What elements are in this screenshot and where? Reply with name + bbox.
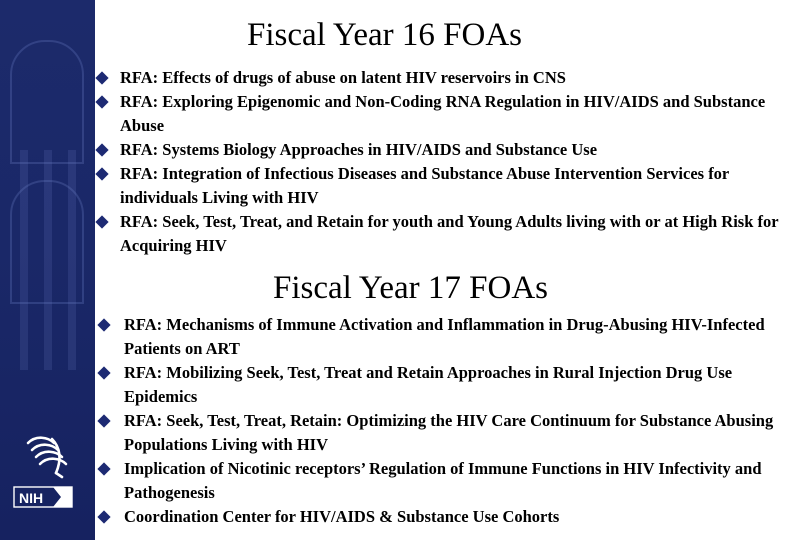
list-item-text: RFA: Systems Biology Approaches in HIV/AIDS and Substance Use (120, 140, 598, 159)
list-item-text: RFA: Seek, Test, Treat, and Retain for youth and Young Adults living with or at High Risk for Acquiring HIV (120, 212, 779, 255)
decorative-column (20, 150, 28, 370)
diamond-bullet-icon (97, 462, 110, 475)
list-item (96, 138, 796, 162)
list-item-text: RFA: Seek, Test, Treat, Retain: Optimizing the HIV Care Continuum for Substance Abusing Populations Living with HIV (124, 411, 774, 454)
list-item-text: RFA: Mobilizing Seek, Test, Treat and Retain Approaches in Rural Injection Drug Use Epidemics (124, 363, 733, 406)
diamond-bullet-icon (95, 143, 108, 156)
diamond-bullet-icon (95, 167, 108, 180)
list-item-text: Coordination Center for HIV/AIDS & Substance Use Cohorts (124, 507, 560, 526)
nih-logo-text: NIH (19, 490, 44, 506)
list-item (98, 409, 798, 457)
diamond-bullet-icon (97, 366, 110, 379)
diamond-bullet-icon (97, 414, 110, 427)
list-item (98, 505, 798, 529)
diamond-bullet-icon (97, 318, 110, 331)
decorative-column (68, 150, 76, 370)
fy17-list (98, 313, 798, 529)
sidebar-background (0, 0, 95, 540)
diamond-bullet-icon (97, 510, 110, 523)
list-item (98, 457, 798, 505)
hhs-eagle-seal-icon (18, 425, 76, 483)
list-item (96, 210, 796, 258)
list-item (96, 90, 796, 138)
list-item (96, 66, 796, 90)
fy16-list (96, 66, 796, 258)
diamond-bullet-icon (95, 95, 108, 108)
list-item-text: RFA: Mechanisms of Immune Activation and Inflammation in Drug-Abusing HIV-Infected Patients on ART (124, 315, 765, 358)
list-item (98, 361, 798, 409)
list-item-text: RFA: Exploring Epigenomic and Non-Coding RNA Regulation in HIV/AIDS and Substance Abuse (120, 92, 766, 135)
decorative-arch (10, 40, 84, 164)
list-item-text: RFA: Integration of Infectious Diseases and Substance Abuse Intervention Services for individuals Living with HIV (120, 164, 729, 207)
nih-logo (13, 484, 75, 510)
decorative-column (44, 150, 52, 370)
list-item-text: Implication of Nicotinic receptors’ Regulation of Immune Functions in HIV Infectivity and Pathogenesis (124, 459, 762, 502)
diamond-bullet-icon (95, 215, 108, 228)
list-item-text: RFA: Effects of drugs of abuse on latent HIV reservoirs in CNS (120, 68, 566, 87)
diamond-bullet-icon (95, 71, 108, 84)
fy16-title: Fiscal Year 16 FOAs (247, 17, 523, 53)
fy17-title: Fiscal Year 17 FOAs (273, 270, 549, 306)
list-item (98, 313, 798, 361)
list-item (96, 162, 796, 210)
